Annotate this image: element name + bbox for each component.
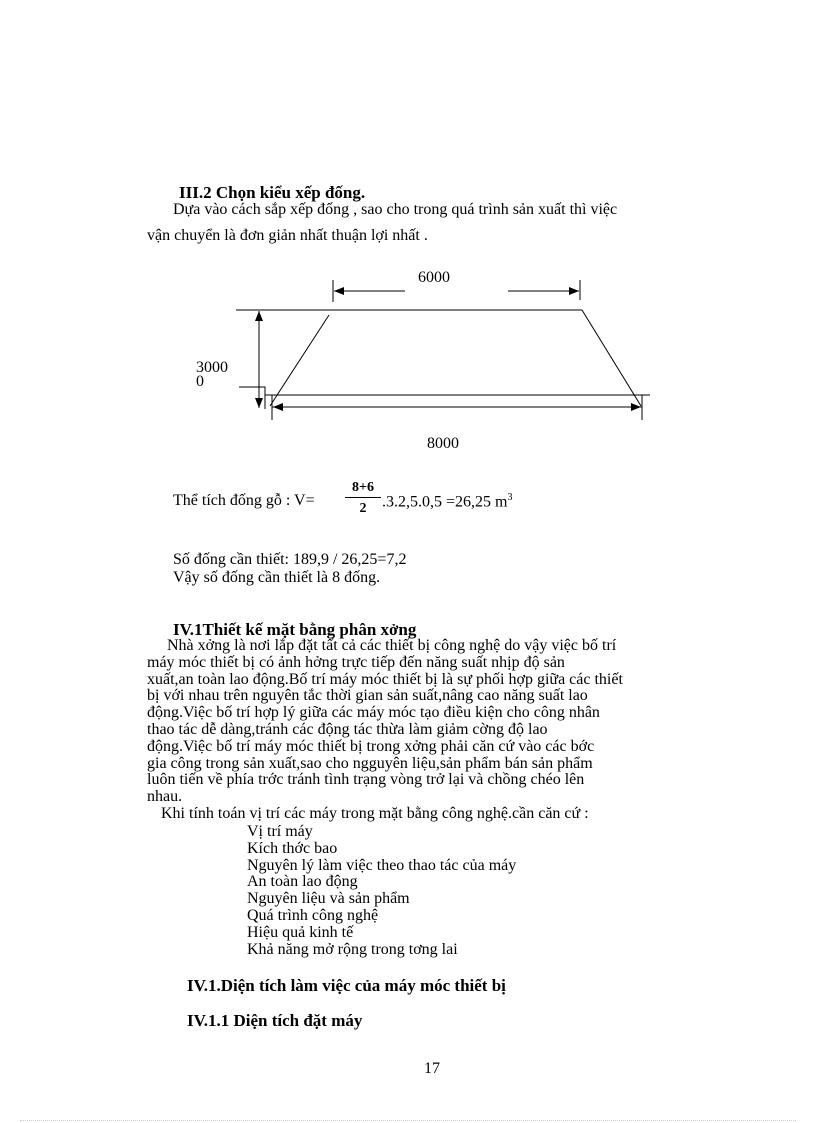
left-side <box>270 315 329 406</box>
body-line: bị với nhau trên nguyên tắc thời gian sản suất,nâng cao năng suất lao <box>147 687 588 705</box>
stack-diagram <box>0 0 816 480</box>
arrow-head <box>255 311 263 321</box>
body-line: động.Việc bố trí máy móc thiết bị trong xởng phải căn cứ vào các bớc <box>147 737 595 755</box>
count-line: Số đống cần thiết: 189,9 / 26,25=7,2 <box>173 551 407 568</box>
body-line: gia công trong sản xuất,sao cho ngguyên liệu,sản phẩm bán sản phẩm <box>147 754 593 772</box>
dim-label-top: 6000 <box>418 269 450 286</box>
body-line: xuất,an toàn lao động.Bố trí máy móc thiết bị là sự phối hợp giữa các thiết <box>147 670 623 688</box>
section-heading-4-1: IV.1Thiết kế mặt bằng phân xởng <box>173 620 417 639</box>
criteria-list <box>247 824 516 958</box>
sub-heading-4-1-1: IV.1.1 Diện tích đặt máy <box>187 1011 363 1030</box>
fraction-denominator: 2 <box>359 501 367 516</box>
body-line: động.Việc bố trí hợp lý giữa các máy móc tạo điều kiện cho công nhân <box>147 704 600 722</box>
volume-formula-suffix <box>382 492 512 511</box>
body-line: máy móc thiết bị có ảnh hởng trực tiếp đến năng suất nhịp độ sản <box>147 653 565 671</box>
arrow-head <box>273 403 283 411</box>
body-line: Nhà xởng là nơi lắp đặt tất cả các thiết bị công nghệ do vậy việc bố trí <box>167 637 617 654</box>
paragraph-line: vận chuyển là đơn giản nhất thuận lợi nhất . <box>147 227 428 244</box>
criteria-item: Nguyên lý làm việc theo thao tác của máy <box>247 856 517 874</box>
fraction-numerator: 8+6 <box>352 480 374 495</box>
dim-label-height: 3000 <box>196 359 228 376</box>
section-heading-3-2: III.2 Chọn kiểu xếp đống. <box>179 183 366 202</box>
dim-label-bottom: 8000 <box>427 435 459 452</box>
criteria-item: Quá trình công nghệ <box>247 906 379 924</box>
fraction-bar <box>345 497 381 498</box>
criteria-item: Kích thớc bao <box>247 839 338 857</box>
criteria-item: Nguyên liệu và sản phẩm <box>247 890 410 908</box>
page-number: 17 <box>424 1060 440 1077</box>
criteria-item: Khả năng mở rộng trong tơng lai <box>247 940 458 958</box>
body-line: luôn tiến về phía trớc tránh tình trạng vòng trở lại và chồng chéo lên <box>147 771 585 789</box>
page-bottom-border <box>20 1120 796 1121</box>
body-paragraph <box>147 638 623 823</box>
arrow-head <box>569 287 579 295</box>
dim-label-height-extra: 0 <box>196 373 204 390</box>
body-line: nhau. <box>147 788 183 806</box>
count-line: Vậy số đống cần thiết là 8 đống. <box>173 569 381 586</box>
volume-exponent: 3 <box>507 492 513 503</box>
volume-suffix-text: .3.2,5.0,5 =26,25 m <box>382 493 508 511</box>
arrow-head <box>334 287 344 295</box>
criteria-item: Vị trí máy <box>247 823 313 840</box>
right-side <box>582 310 641 406</box>
sub-heading-4-1: IV.1.Diện tích làm việc của máy móc thiết bị <box>187 976 506 995</box>
volume-formula-prefix: Thể tích đống gỗ : V= <box>173 492 315 509</box>
criteria-item: Hiệu quả kinh tế <box>247 923 354 941</box>
body-line: thao tác dễ dàng,tránh các động tác thừa làm giảm cờng độ lao <box>147 720 548 738</box>
criteria-item: An toàn lao động <box>247 873 358 891</box>
arrow-head <box>255 398 263 408</box>
criteria-intro: Khi tính toán vị trí các máy trong mặt bằng công nghệ.cần căn cứ : <box>161 804 589 822</box>
paragraph-line: Dựa vào cách sắp xếp đống , sao cho trong quá trình sản xuất thì việc <box>173 201 618 218</box>
